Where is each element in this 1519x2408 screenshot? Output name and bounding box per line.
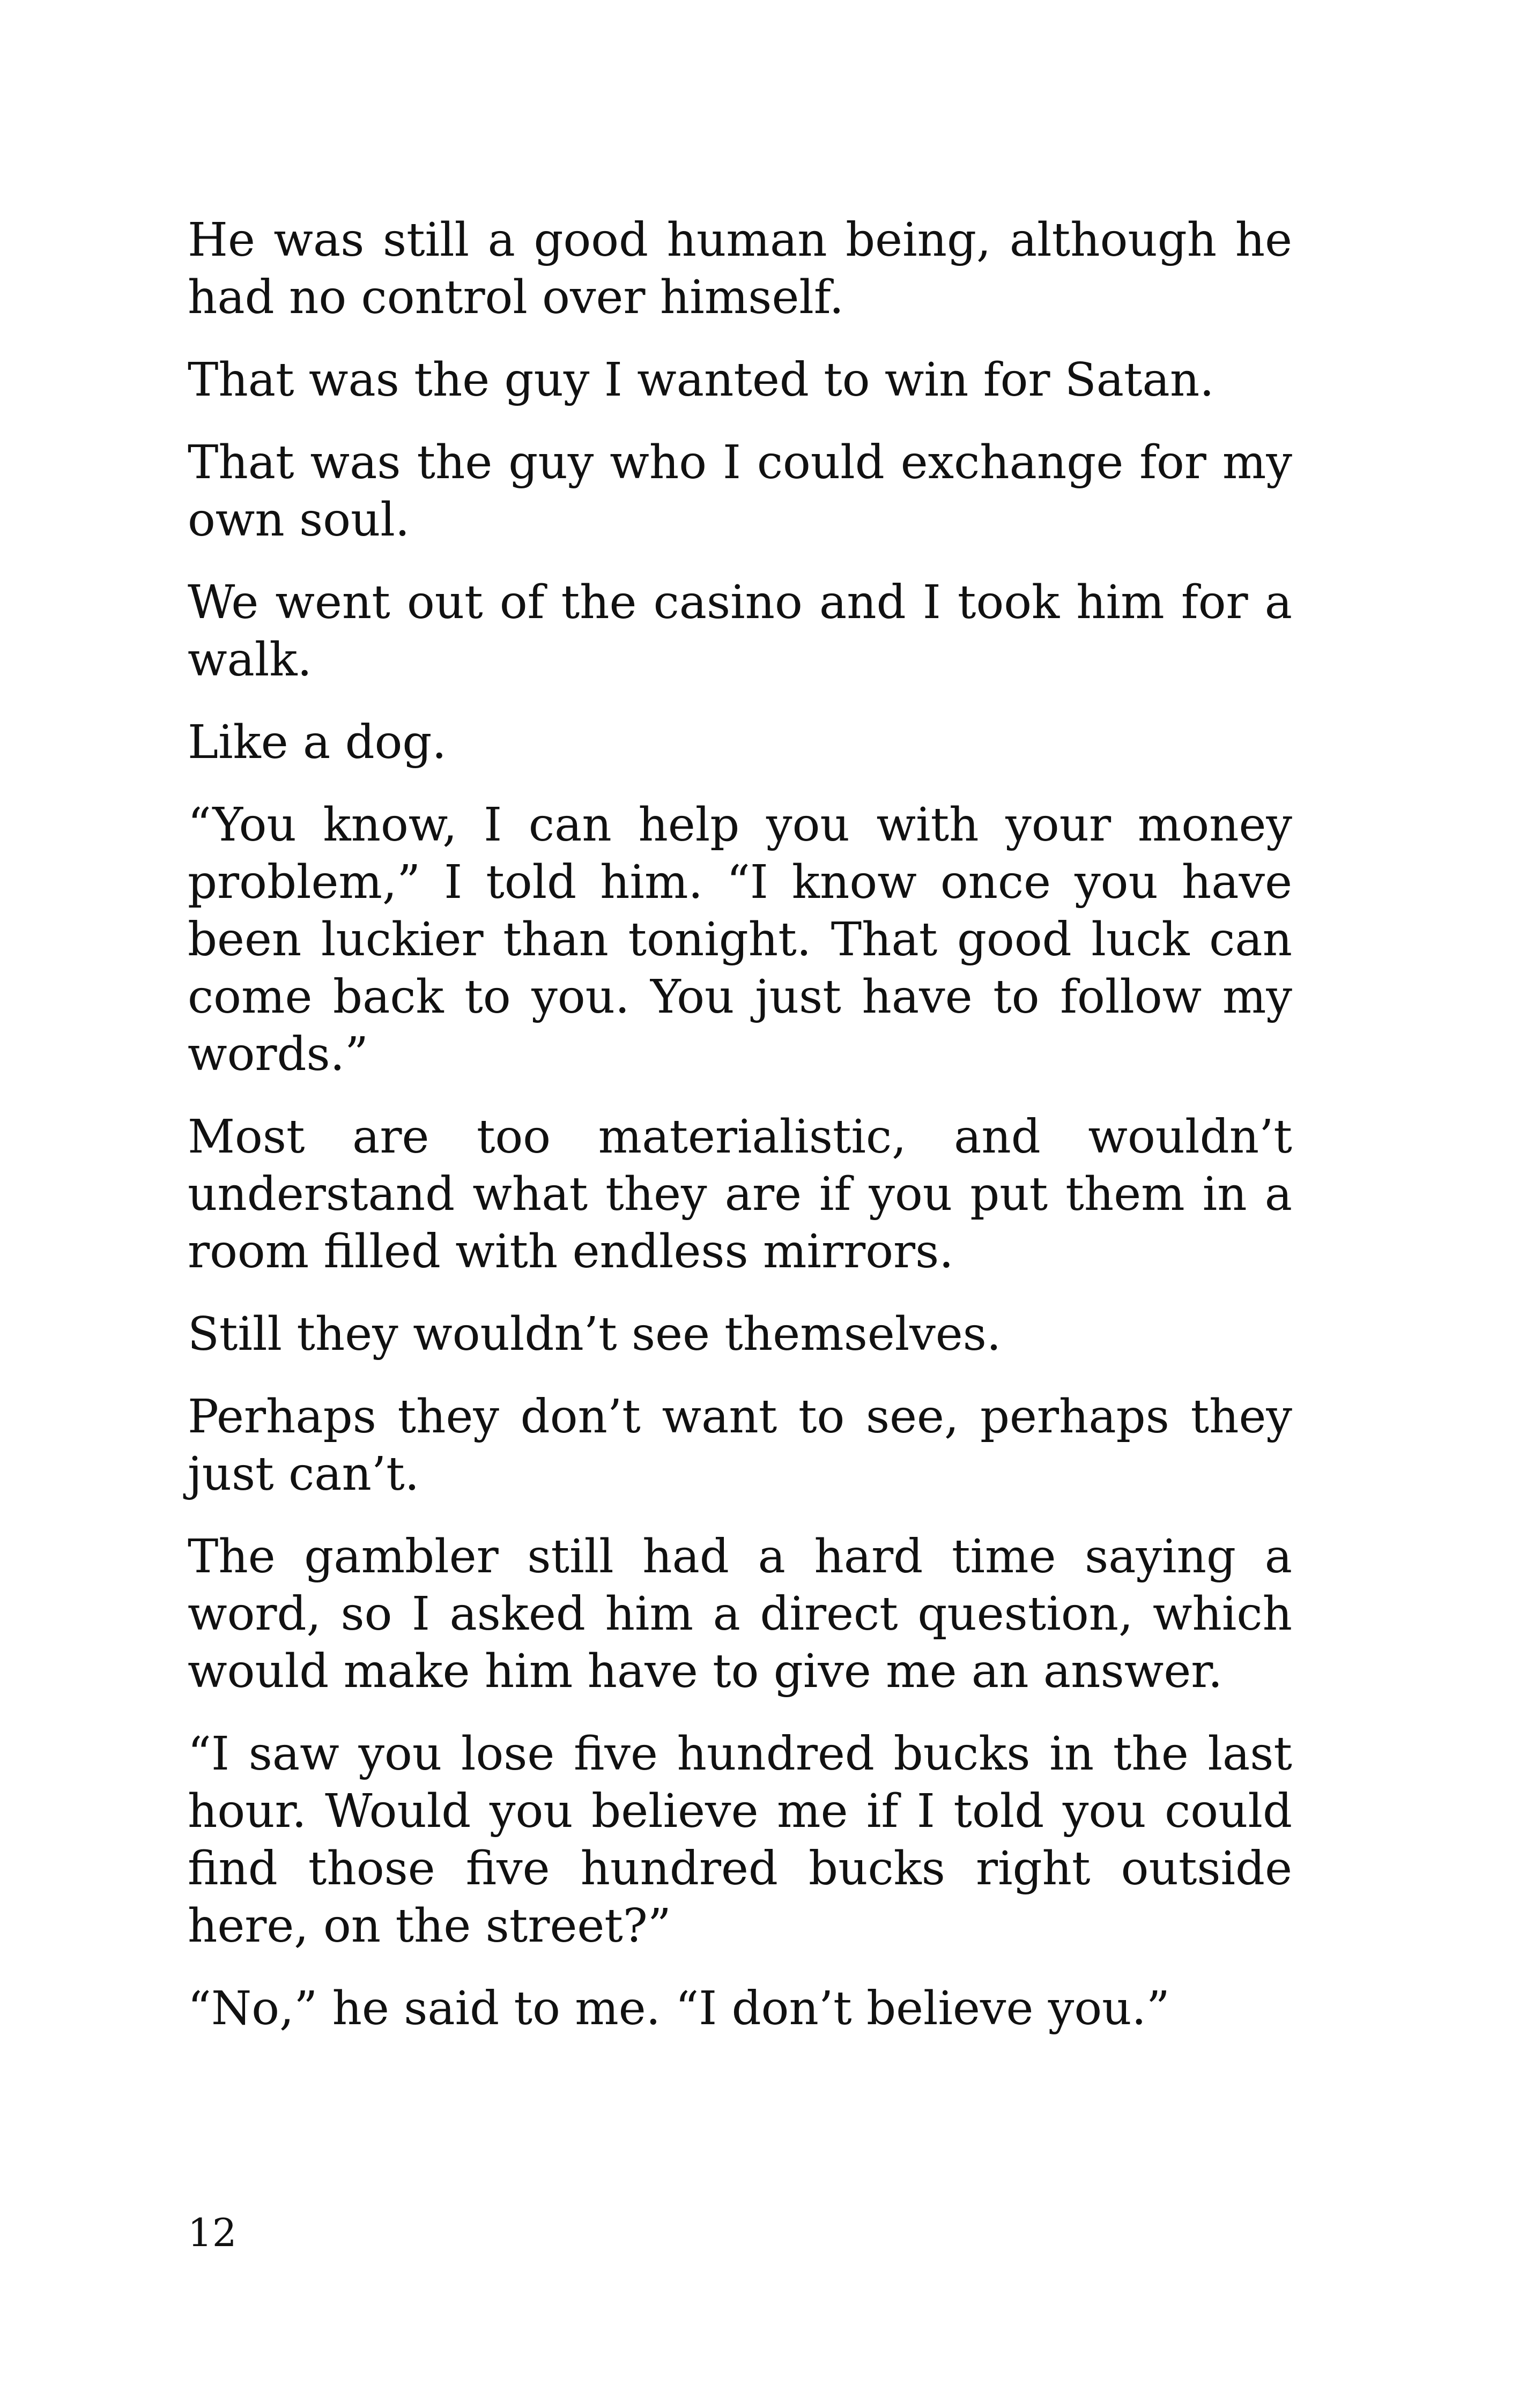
- paragraph: “No,” he said to me. “I don’t believe you.”: [188, 1982, 1170, 2035]
- paragraph: We went out of the casino and I took him for a walk.: [188, 576, 1292, 687]
- paragraph: Most are too materialistic, and wouldn’t understand what they are if you put them in a room filled with endless mirrors.: [188, 1110, 1292, 1279]
- paragraph: “I saw you lose five hundred bucks in the last hour. Would you believe me if I told you could find those five hundred bucks right outside here, on the street?”: [188, 1727, 1292, 1953]
- body-text: [188, 212, 1292, 2063]
- paragraph: Perhaps they don’t want to see, perhaps they just can’t.: [188, 1390, 1292, 1501]
- paragraph: He was still a good human being, although he had no control over himself.: [188, 213, 1292, 324]
- paragraph: Like a dog.: [188, 716, 447, 769]
- page-number: 12: [188, 2210, 237, 2255]
- paragraph: Still they wouldn’t see themselves.: [188, 1307, 1002, 1361]
- paragraph: That was the guy I wanted to win for Satan.: [188, 353, 1214, 407]
- paragraph: The gambler still had a hard time saying a word, so I asked him a direct question, which would make him have to give me an answer.: [188, 1530, 1292, 1698]
- paragraph: That was the guy who I could exchange for my own soul.: [188, 436, 1292, 547]
- paragraph: “You know, I can help you with your money problem,” I told him. “I know once you have been luckier than tonight. That good luck can come back to you. You just have to follow my words.”: [188, 798, 1292, 1081]
